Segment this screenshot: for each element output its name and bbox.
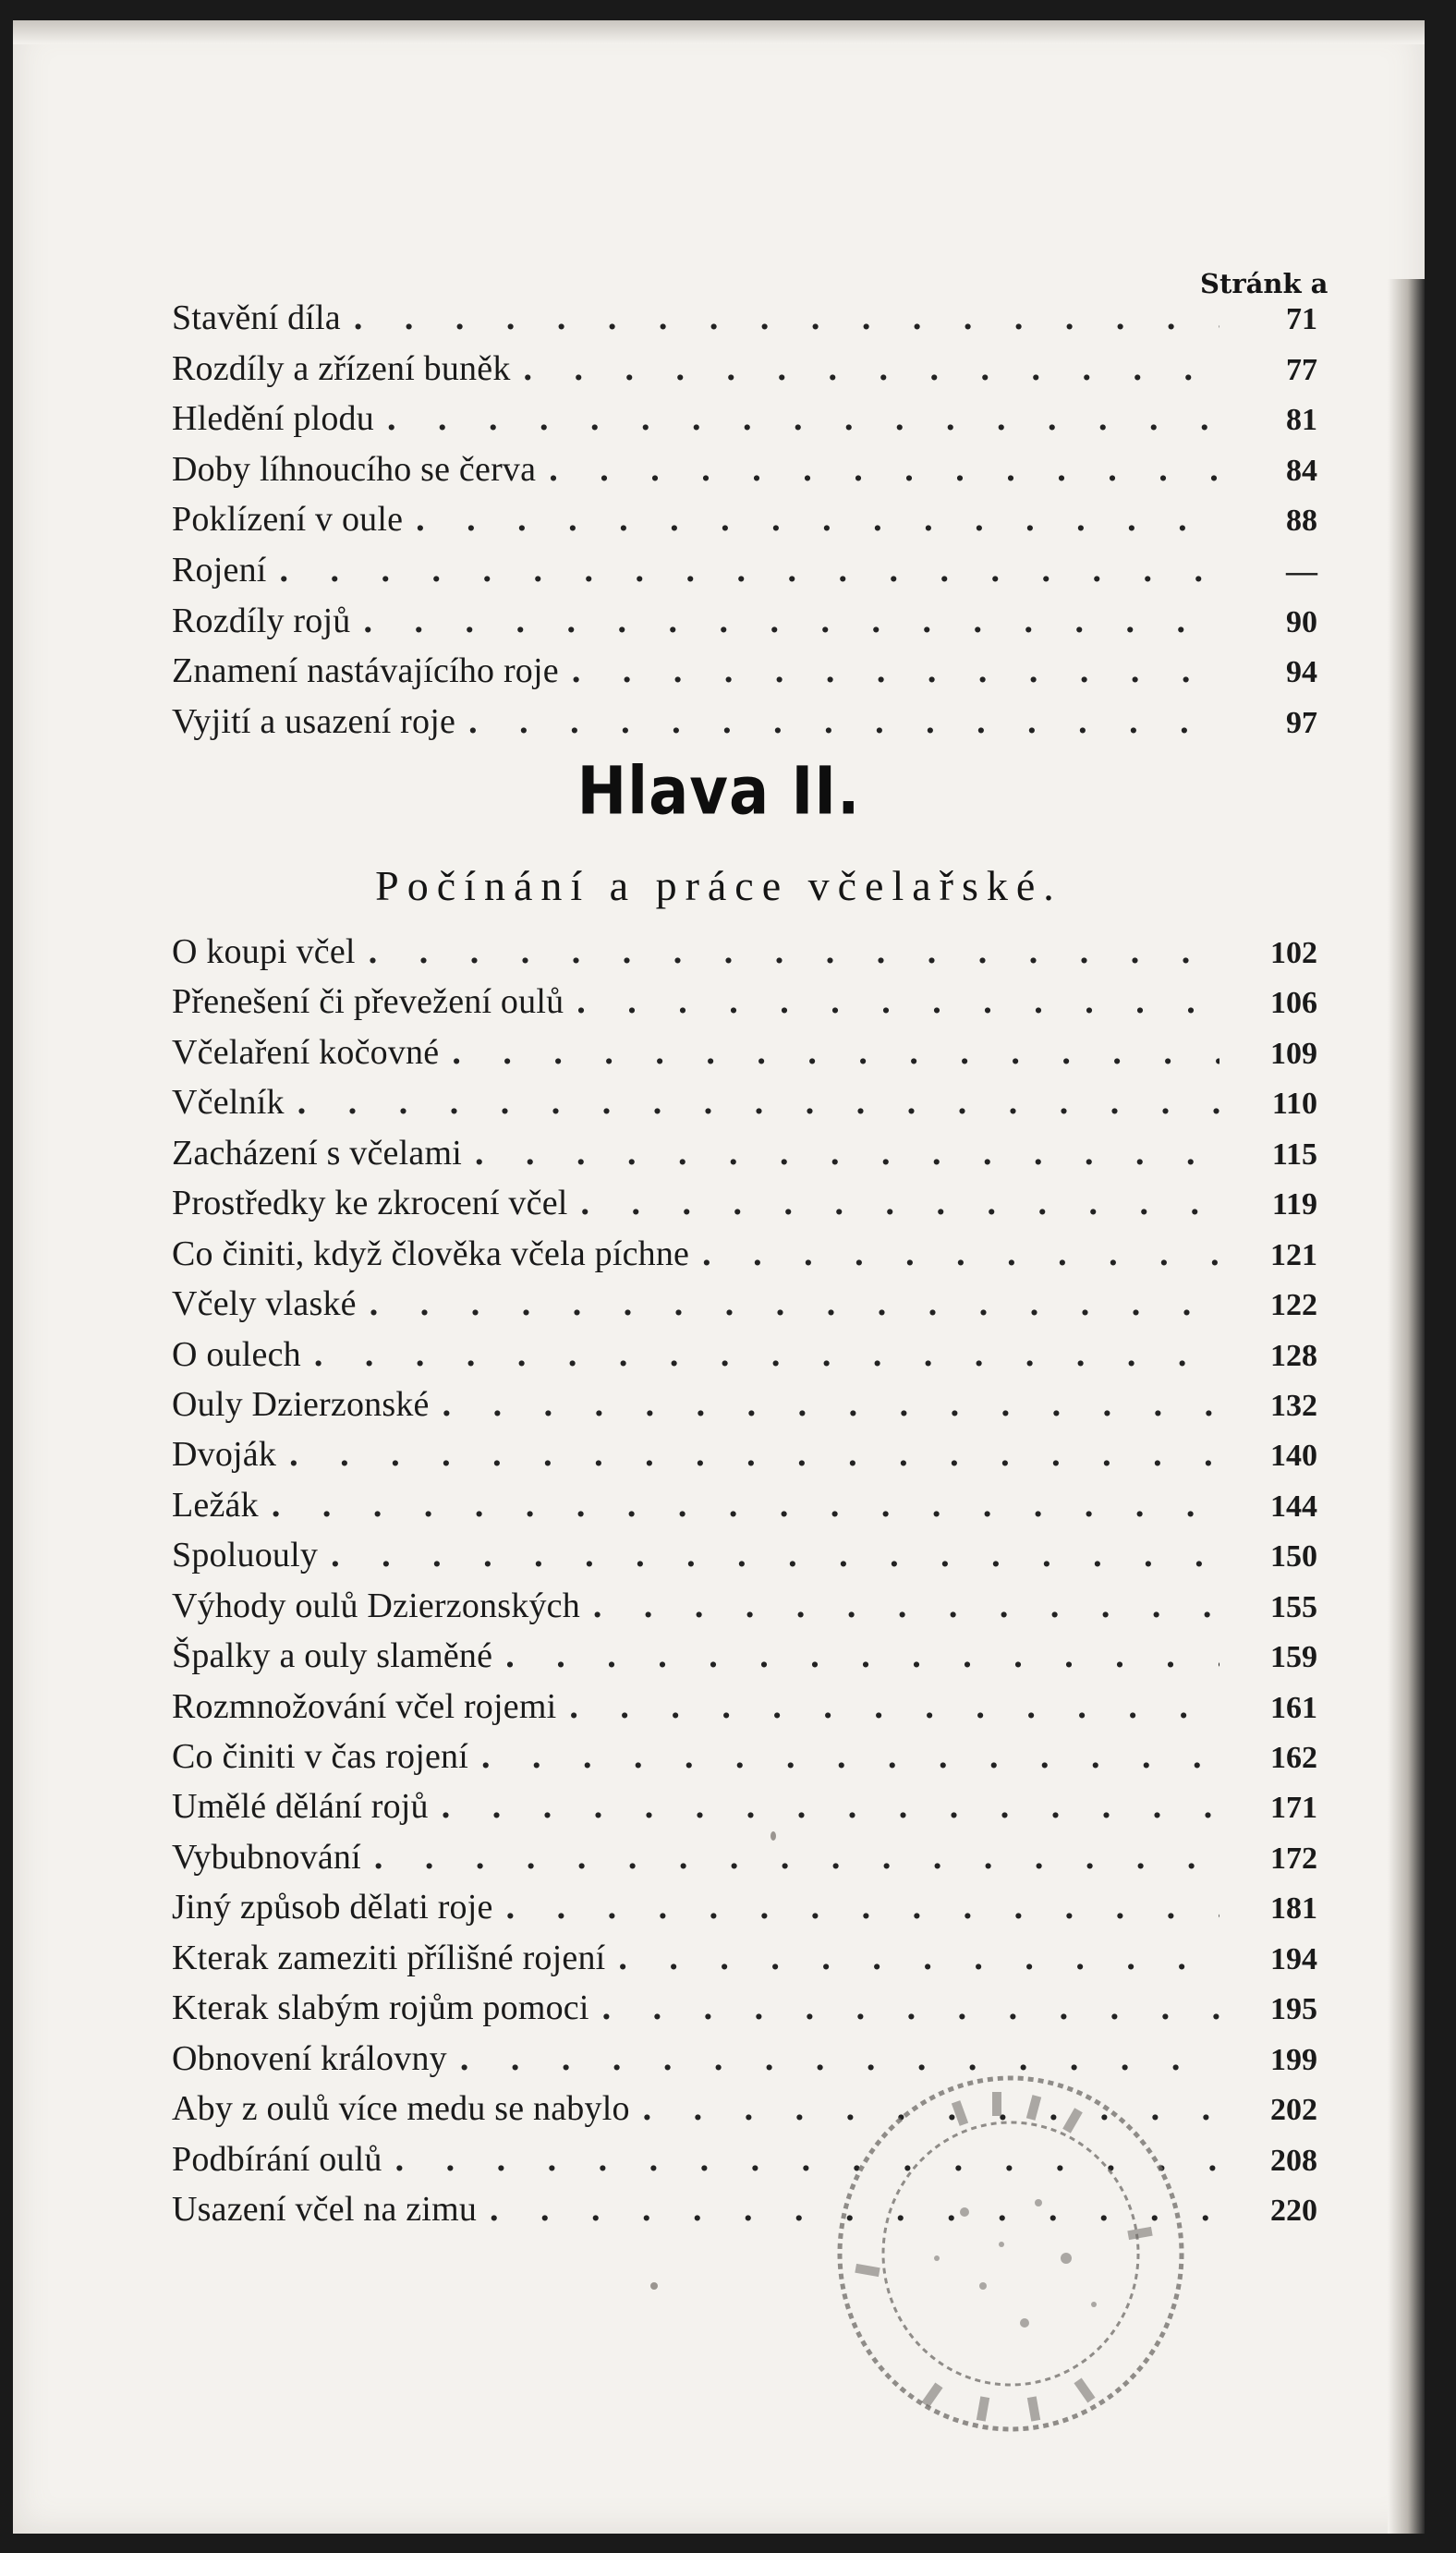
- toc-entry-title: Rojení: [172, 550, 267, 590]
- toc-entry[interactable]: [172, 449, 1317, 500]
- toc-entry-page: 71: [1286, 302, 1317, 336]
- toc-entry-title: Kterak slabým rojům pomoci: [172, 1988, 589, 2028]
- dot-leader: [524, 348, 1219, 389]
- dot-leader: [272, 1485, 1219, 1526]
- dot-leader: [314, 1334, 1219, 1375]
- toc-entry-title: Poklízení v oule: [172, 500, 404, 540]
- toc-entry-title: Aby z oulů více medu se nabylo: [172, 2089, 630, 2129]
- toc-entry-page: 220: [1270, 2193, 1317, 2228]
- toc-entry[interactable]: [172, 1586, 1317, 1635]
- toc-entry-page: 81: [1286, 403, 1317, 438]
- dot-leader: [572, 650, 1219, 691]
- toc-entry[interactable]: [172, 398, 1317, 449]
- dot-leader: [481, 1736, 1219, 1777]
- toc-entry[interactable]: [172, 1635, 1317, 1685]
- toc-entry-title: O koupi včel: [172, 932, 356, 971]
- toc-entry[interactable]: [172, 650, 1317, 701]
- toc-entry-title: Stavění díla: [172, 298, 341, 337]
- toc-entry-page: 140: [1270, 1439, 1317, 1474]
- dot-leader: [297, 1082, 1219, 1123]
- toc-entry-title: Kterak zameziti přílišné rojení: [172, 1938, 606, 1977]
- toc-entry[interactable]: [172, 1786, 1317, 1836]
- dot-leader: [443, 1384, 1219, 1425]
- toc-entry-title: Ouly Dzierzonské: [172, 1384, 430, 1424]
- toc-entry-title: Vyjití a usazení roje: [172, 701, 456, 741]
- toc-entry-title: Včelaření kočovné: [172, 1032, 440, 1072]
- page-binding-shadow: [1388, 279, 1425, 2534]
- toc-entry[interactable]: [172, 1183, 1317, 1233]
- toc-entry-page: 110: [1271, 1087, 1317, 1122]
- dot-leader: [569, 1686, 1219, 1727]
- toc-entry-title: Rozdíly a zřízení buněk: [172, 348, 511, 388]
- dot-leader: [549, 449, 1219, 490]
- toc-entry-page: 119: [1271, 1187, 1317, 1222]
- toc-entry[interactable]: [172, 701, 1317, 752]
- toc-entry-page: 162: [1270, 1741, 1317, 1775]
- paper-speck: [770, 1831, 776, 1841]
- toc-entry-page: 102: [1270, 936, 1317, 970]
- toc-entry-page: 202: [1270, 2093, 1317, 2128]
- toc-entry-page: 115: [1271, 1137, 1317, 1172]
- dot-leader: [369, 931, 1219, 972]
- toc-entry[interactable]: [172, 1887, 1317, 1937]
- toc-entry-title: Včelník: [172, 1083, 285, 1123]
- toc-entry-title: Včely vlaské: [172, 1284, 357, 1324]
- toc-entry-page: 121: [1270, 1237, 1317, 1272]
- toc-entry[interactable]: [172, 601, 1317, 651]
- toc-entry[interactable]: [172, 1485, 1317, 1535]
- toc-entry-page: 94: [1286, 655, 1317, 690]
- toc-entry[interactable]: [172, 1434, 1317, 1484]
- toc-entry-title: Hledění plodu: [172, 399, 374, 439]
- toc-entry-page: 106: [1270, 986, 1317, 1021]
- toc-entry[interactable]: [172, 348, 1317, 399]
- toc-entry-title: Špalky a ouly slaměné: [172, 1636, 493, 1676]
- toc-entry-page: 150: [1270, 1539, 1317, 1574]
- dot-leader: [581, 1183, 1219, 1223]
- dot-leader: [576, 981, 1219, 1022]
- toc-entry[interactable]: [172, 499, 1317, 550]
- dot-leader: [475, 1133, 1219, 1173]
- toc-entry-title: O oulech: [172, 1334, 301, 1374]
- toc-entry-page: 77: [1286, 352, 1317, 387]
- dot-leader: [331, 1535, 1219, 1575]
- page-top-edge: [13, 20, 1425, 44]
- toc-entry-page: 181: [1270, 1891, 1317, 1927]
- toc-entry-title: Obnovení královny: [172, 2038, 447, 2078]
- toc-entry-title: Zacházení s včelami: [172, 1133, 462, 1173]
- dot-leader: [506, 1887, 1219, 1927]
- dot-leader: [289, 1434, 1219, 1475]
- toc-entry[interactable]: [172, 1736, 1317, 1786]
- toc-entry-page: 208: [1270, 2143, 1317, 2178]
- toc-entry-page: 122: [1270, 1288, 1317, 1323]
- toc-entry-page: 144: [1270, 1489, 1317, 1524]
- toc-entry-page: 159: [1270, 1640, 1317, 1675]
- toc-entry[interactable]: [172, 1535, 1317, 1585]
- library-stamp-icon: [826, 2064, 1195, 2443]
- toc-entry-title: Rozmnožování včel rojemi: [172, 1686, 557, 1726]
- toc-entry-page: 172: [1270, 1841, 1317, 1876]
- dot-leader: [618, 1938, 1219, 1978]
- toc-entry-title: Dvoják: [172, 1435, 277, 1475]
- toc-entry-page: 90: [1286, 604, 1317, 639]
- toc-entry[interactable]: [172, 298, 1317, 348]
- dot-leader: [374, 1837, 1219, 1878]
- toc-entry-page: 195: [1270, 1992, 1317, 2027]
- toc-entry-title: Umělé dělání rojů: [172, 1787, 429, 1827]
- toc-entry[interactable]: [172, 1686, 1317, 1736]
- toc-entry-page: 84: [1286, 453, 1317, 488]
- toc-entry[interactable]: [172, 1234, 1317, 1283]
- dot-leader: [416, 499, 1219, 540]
- toc-entry[interactable]: [172, 550, 1317, 601]
- dot-leader: [505, 1635, 1219, 1676]
- toc-entry[interactable]: [172, 1082, 1317, 1132]
- toc-entry[interactable]: [172, 1334, 1317, 1384]
- toc-entry-title: Rozdíly rojů: [172, 601, 351, 640]
- dot-leader: [387, 398, 1219, 439]
- dot-leader: [452, 1032, 1219, 1073]
- toc-entry-page: 88: [1286, 504, 1317, 539]
- toc-entry-title: Doby líhnoucího se červa: [172, 449, 537, 489]
- toc-entry-title: Spoluouly: [172, 1536, 319, 1575]
- toc-entry[interactable]: [172, 1283, 1317, 1333]
- toc-entry-page: 161: [1270, 1690, 1317, 1725]
- toc-entry[interactable]: [172, 1837, 1317, 1887]
- toc-entry-title: Znamení nastávajícího roje: [172, 651, 559, 691]
- toc-entry-page: 171: [1270, 1791, 1317, 1826]
- book-page: [13, 20, 1425, 2534]
- toc-entry-page: 155: [1270, 1589, 1317, 1624]
- toc-entry-title: Prostředky ke zkrocení včel: [172, 1184, 568, 1223]
- toc-list-chapter-2: [172, 931, 1317, 2239]
- toc-entry-page: —: [1286, 553, 1317, 589]
- toc-entry-title: Usazení včel na zimu: [172, 2189, 478, 2229]
- dot-leader: [370, 1283, 1219, 1324]
- toc-entry-title: Co činiti v čas rojení: [172, 1737, 468, 1776]
- toc-entry-title: Podbírání oulů: [172, 2139, 382, 2179]
- dot-leader: [354, 298, 1219, 338]
- toc-entry-page: 194: [1270, 1941, 1317, 1976]
- toc-entry-title: Přenešení či převežení oulů: [172, 982, 564, 1022]
- dot-leader: [280, 550, 1219, 590]
- dot-leader: [702, 1234, 1219, 1274]
- page-column-label: Stránk a: [1200, 268, 1329, 299]
- toc-entry-page: 199: [1270, 2042, 1317, 2077]
- paper-speck: [650, 2282, 658, 2290]
- chapter-subtitle: Počínání a práce včelařské.: [375, 862, 1062, 909]
- toc-entry-page: 132: [1270, 1388, 1317, 1423]
- toc-entry-title: Ležák: [172, 1485, 259, 1525]
- toc-entry[interactable]: [172, 1032, 1317, 1082]
- dot-leader: [602, 1988, 1219, 2028]
- toc-entry-page: 109: [1270, 1036, 1317, 1071]
- dot-leader: [363, 601, 1219, 641]
- dot-leader: [593, 1586, 1219, 1626]
- toc-entry-title: Vybubnování: [172, 1837, 361, 1877]
- toc-entry[interactable]: [172, 981, 1317, 1031]
- toc-entry-title: Výhody oulů Dzierzonských: [172, 1586, 580, 1625]
- dot-leader: [442, 1786, 1219, 1827]
- toc-entry[interactable]: [172, 1988, 1317, 2037]
- dot-leader: [468, 701, 1219, 742]
- toc-list-chapter-1: [172, 298, 1317, 751]
- toc-entry-title: Co činiti, když člověka včela píchne: [172, 1234, 690, 1273]
- toc-entry[interactable]: [172, 931, 1317, 981]
- toc-entry[interactable]: [172, 1938, 1317, 1988]
- toc-entry-page: 97: [1286, 705, 1317, 740]
- toc-entry[interactable]: [172, 1133, 1317, 1183]
- chapter-heading: Hlava II.: [576, 753, 861, 831]
- toc-entry-page: 128: [1270, 1338, 1317, 1373]
- toc-entry-title: Jiný způsob dělati roje: [172, 1888, 493, 1927]
- toc-entry[interactable]: [172, 1384, 1317, 1434]
